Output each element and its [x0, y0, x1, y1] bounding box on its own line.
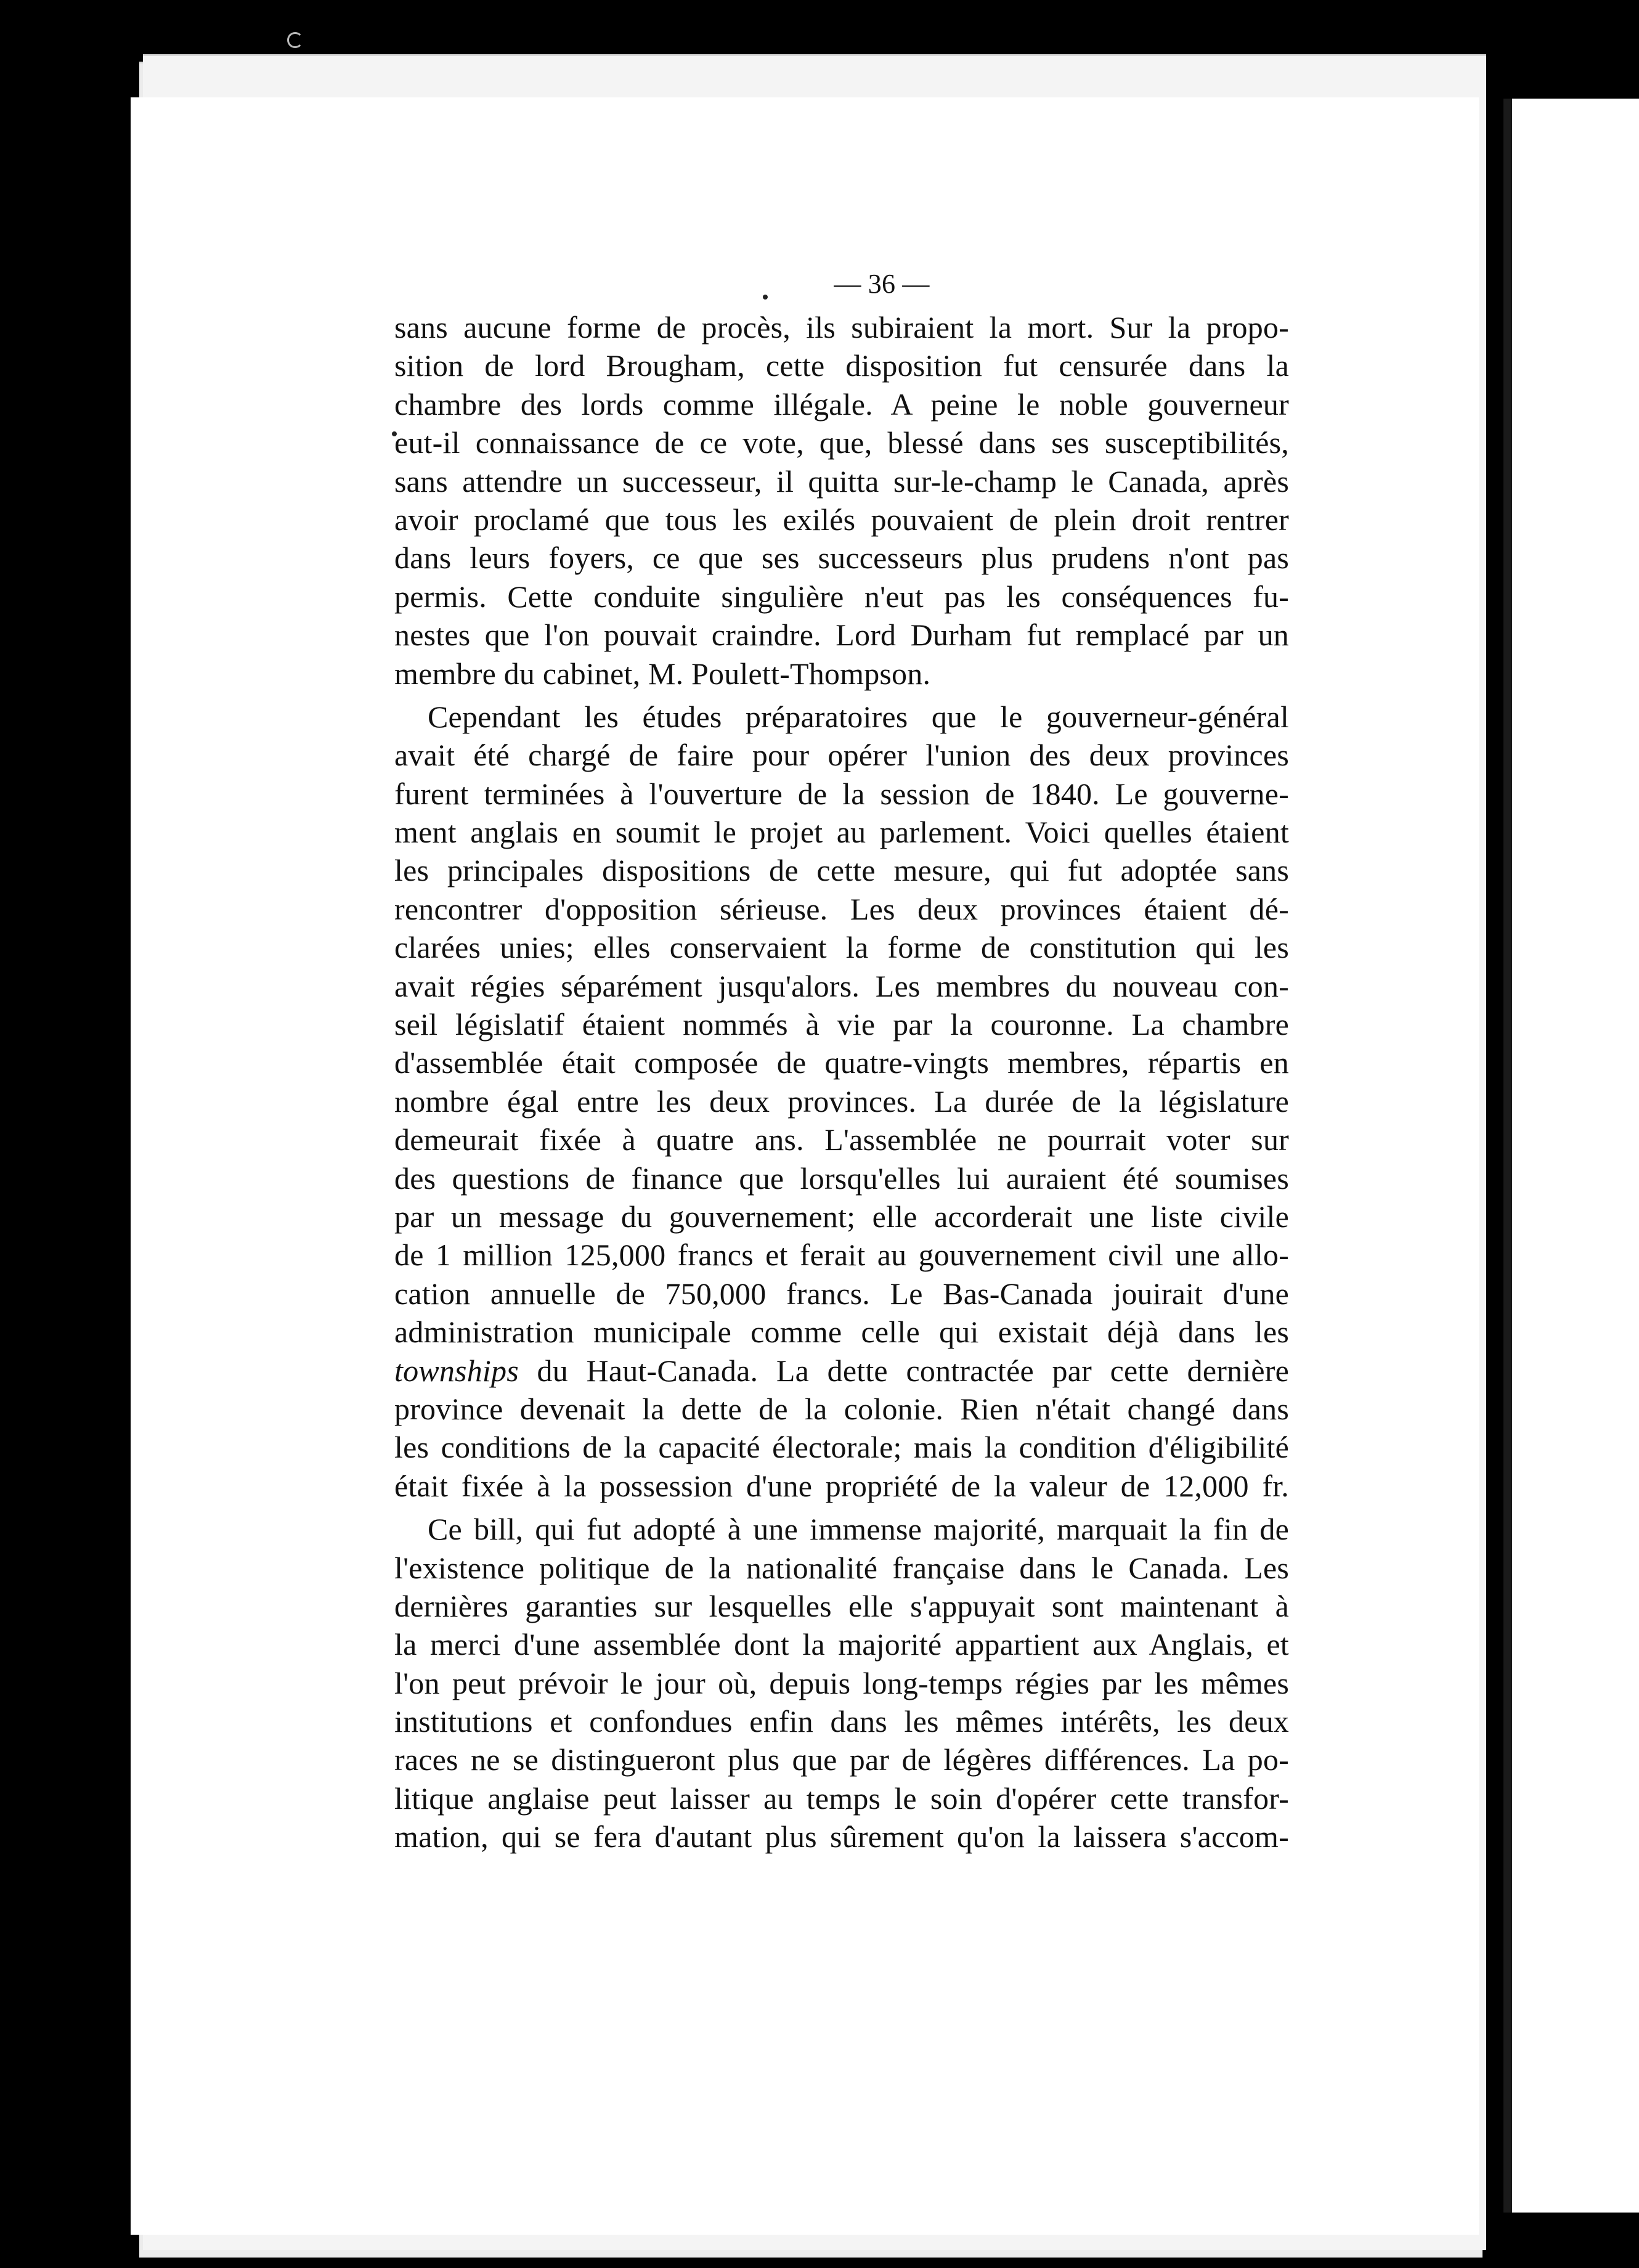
text-line: races ne se distingueront plus que par de légères différences. La po- — [394, 1742, 1289, 1777]
text-line: cation annuelle de 750,000 francs. Le Bas-Canada jouirait d'une — [394, 1276, 1289, 1311]
text-line: sans attendre un successeur, il quitta sur-le-champ le Canada, après — [394, 463, 1289, 499]
text-line: chambre des lords comme illégale. A peine le noble gouverneur — [394, 386, 1289, 422]
text-line: ment anglais en soumit le projet au parlement. Voici quelles étaient — [394, 815, 1289, 850]
text-line: de 1 million 125,000 francs et ferait au gouvernement civil une allo- — [394, 1238, 1289, 1273]
page-text — [394, 265, 1289, 1856]
scan-corner-mark — [287, 32, 303, 48]
text-line: était fixée à la possession d'une propriété de la valeur de 12,000 fr. — [394, 1468, 1289, 1503]
text-line: par un message du gouvernement; elle accorderait une liste civile — [394, 1199, 1289, 1234]
text-line: membre du cabinet, M. Poulett-Thompson. — [394, 656, 931, 691]
text-line: permis. Cette conduite singulière n'eut pas les conséquences fu- — [394, 579, 1289, 614]
text-line: d'assemblée était composée de quatre-vingts membres, répartis en — [394, 1045, 1289, 1080]
text-line: nestes que l'on pouvait craindre. Lord Durham fut remplacé par un — [394, 618, 1289, 653]
text-line: les principales dispositions de cette mesure, qui fut adoptée sans — [394, 853, 1289, 888]
text-line: dans leurs foyers, ce que ses successeurs plus prudens n'ont pas — [394, 540, 1289, 576]
text-line: l'existence politique de la nationalité française dans le Canada. Les — [394, 1550, 1289, 1585]
text-line: administration municipale comme celle qui existait déjà dans les — [394, 1315, 1289, 1350]
text-line: eut-il connaissance de ce vote, que, blessé dans ses susceptibilités, — [394, 425, 1289, 460]
paragraph-gap — [394, 1505, 1289, 1510]
text-line: seil législatif étaient nommés à vie par la couronne. La chambre — [394, 1007, 1289, 1042]
text-line: sans aucune forme de procès, ils subiraient la mort. Sur la propo- — [394, 310, 1289, 345]
text-line: province devenait la dette de la colonie. Rien n'était changé dans — [394, 1391, 1289, 1426]
text-line: des questions de finance que lorsqu'elles lui auraient été soumises — [394, 1161, 1289, 1196]
text-line: institutions et confondues enfin dans les mêmes intérêts, les deux — [394, 1704, 1289, 1739]
text-line-with-italic — [394, 1352, 1289, 1390]
text-line: rencontrer d'opposition sérieuse. Les deux provinces étaient dé- — [394, 891, 1289, 926]
text-line: les conditions de la capacité électorale; mais la condition d'éligibilité — [394, 1430, 1289, 1465]
text-line: avoir proclamé que tous les exilés pouvaient de plein droit rentrer — [394, 502, 1289, 537]
text-line: avait régies séparément jusqu'alors. Les membres du nouveau con- — [394, 968, 1289, 1003]
text-line: mation, qui se fera d'autant plus sûrement qu'on la laissera s'accom- — [394, 1819, 1289, 1854]
paragraph-gap — [394, 693, 1289, 698]
page-number: — 36 — — [834, 269, 930, 299]
text-fragment: du Haut-Canada. La dette contractée par cette dernière — [518, 1353, 1289, 1388]
text-line: dernières garanties sur lesquelles elle s'appuyait sont maintenant à — [394, 1588, 1289, 1623]
text-line: la merci d'une assemblée dont la majorité appartient aux Anglais, et — [394, 1627, 1289, 1662]
facing-page-edge — [1503, 99, 1639, 2213]
text-line: nombre égal entre les deux provinces. La durée de la législature — [394, 1083, 1289, 1119]
text-line: furent terminées à l'ouverture de la session de 1840. Le gouverne- — [394, 776, 1289, 811]
italic-term: townships — [394, 1353, 519, 1388]
text-line: avait été chargé de faire pour opérer l'union des deux provinces — [394, 738, 1289, 773]
text-line: Cependant les études préparatoires que le gouverneur-général — [428, 699, 1289, 734]
text-line: Ce bill, qui fut adopté à une immense majorité, marquait la fin de — [428, 1512, 1289, 1547]
text-line: clarées unies; elles conservaient la forme de constitution qui les — [394, 930, 1289, 965]
text-line: l'on peut prévoir le jour où, depuis long-temps régies par les mêmes — [394, 1665, 1289, 1700]
text-line: sition de lord Brougham, cette disposition fut censurée dans la — [394, 348, 1289, 383]
text-line: litique anglaise peut laisser au temps le soin d'opérer cette transfor- — [394, 1781, 1289, 1816]
text-line: demeurait fixée à quatre ans. L'assemblée ne pourrait voter sur — [394, 1122, 1289, 1157]
